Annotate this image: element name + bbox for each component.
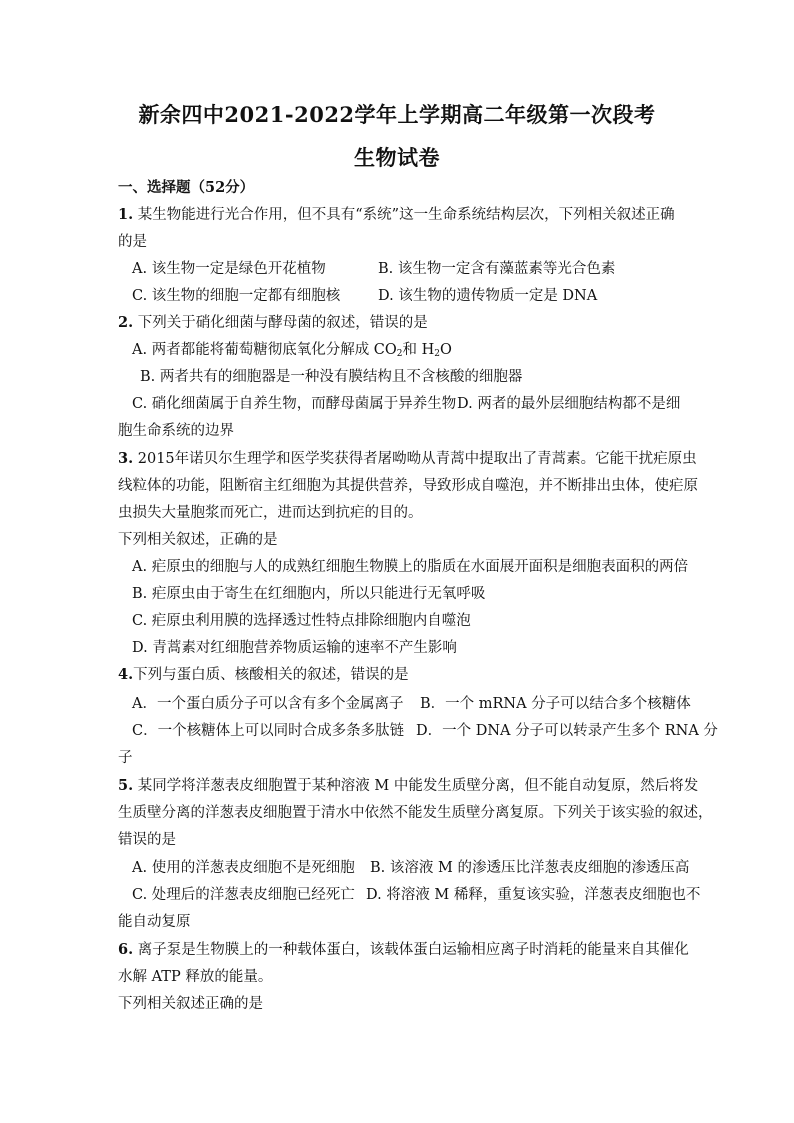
q3-stem [118,449,697,469]
q1-option-b: B. 该生物一定含有藻蓝素等光合色素 [378,261,616,277]
q1-stem [118,205,675,225]
exam-subtitle: 生物试卷 [354,145,440,170]
q3-option-a: A. 疟原虫的细胞与人的成熟红细胞生物膜上的脂质在水面展开面积是细胞表面积的两倍 [132,559,689,575]
q1-option-a: A. 该生物一定是绿色开花植物 [132,261,326,277]
q1-number: 1. [118,206,134,223]
q2-option-c: C. 硝化细菌属于自养生物，而酵母菌属于异养生物 [132,396,457,412]
q2-option-a-post: O [440,342,452,358]
section-heading: 一、选择题（52分） [118,179,255,196]
q4-option-c: C．一个核糖体上可以同时合成多条多肽链 [132,723,405,739]
q2-option-a-mid: 和 H [402,342,435,358]
q4-option-d-b: 子 [118,750,133,766]
q5-stem [118,776,698,796]
q5-stem-text-c: 错误的是 [118,832,176,848]
q4-option-a: A．一个蛋白质分子可以含有多个金属离子 [132,696,404,712]
q4-number: 4. [118,666,134,683]
q3-option-c: C. 疟原虫利用膜的选择透过性特点排除细胞内自噬泡 [132,613,471,629]
q1-option-c: C. 该生物的细胞一定都有细胞核 [132,288,341,304]
q5-option-c: C. 处理后的洋葱表皮细胞已经死亡 [132,887,355,903]
q2-stem [118,313,428,333]
co2-subscript: 2 [396,349,403,359]
q6-stem [118,940,689,960]
q4-option-d-a: D．一个 DNA 分子可以转录产生多个 RNA 分 [416,723,718,739]
q2-option-a [132,340,452,364]
q5-option-a: A. 使用的洋葱表皮细胞不是死细胞 [132,860,355,876]
q5-number: 5. [118,777,134,794]
q3-stem-text-d: 下列相关叙述，正确的是 [118,532,278,548]
q3-stem-text-a: 2015年诺贝尔生理学和医学奖获得者屠呦呦从青蒿中提取出了青蒿素。它能干扰疟原虫 [137,451,697,467]
q6-stem-text-c: 下列相关叙述正确的是 [118,996,263,1012]
q1-stem-text-a: 某生物能进行光合作用，但不具有“系统”这一生命系统结构层次，下列相关叙述正确 [137,207,675,223]
q6-number: 6. [118,941,134,958]
q2-stem-text: 下列关于硝化细菌与酵母菌的叙述，错误的是 [137,315,428,331]
q1-stem-text-b: 的是 [118,234,147,250]
q4-stem-text: 下列与蛋白质、核酸相关的叙述，错误的是 [133,667,409,683]
q4-option-b: B．一个 mRNA 分子可以结合多个核糖体 [420,696,691,712]
h2o-subscript: 2 [434,349,441,359]
q5-option-d-b: 能自动复原 [118,914,191,930]
exam-title: 新余四中2021-2022学年上学期高二年级第一次段考 [138,102,656,127]
q3-stem-text-c: 虫损失大量胞浆而死亡，进而达到抗疟的目的。 [118,505,423,521]
q2-option-a-pre: A. 两者都能将葡萄糖彻底氧化分解成 CO [132,342,397,358]
q3-stem-text-b: 线粒体的功能，阻断宿主红细胞为其提供营养，导致形成自噬泡，并不断排出虫体，使疟原 [118,478,698,494]
q6-stem-text-a: 离子泵是生物膜上的一种载体蛋白，该载体蛋白运输相应离子时消耗的能量来自其催化 [137,942,689,958]
q6-stem-text-b: 水解 ATP 释放的能量。 [118,969,273,985]
q2-number: 2. [118,314,134,331]
q1-option-d: D. 该生物的遗传物质一定是 DNA [378,288,598,304]
q4-stem [118,665,409,685]
q5-option-d-a: D. 将溶液 M 稀释，重复该实验，洋葱表皮细胞也不 [366,887,701,903]
q2-option-d-b: 胞生命系统的边界 [118,423,234,439]
q5-stem-text-b: 生质壁分离的洋葱表皮细胞置于清水中依然不能发生质壁分离复原。下列关于该实验的叙述， [118,805,713,821]
q2-option-b: B. 两者共有的细胞器是一种没有膜结构且不含核酸的细胞器 [140,369,523,385]
q2-option-d-a: D. 两者的最外层细胞结构都不是细 [457,396,681,412]
q5-stem-text-a: 某同学将洋葱表皮细胞置于某种溶液 M 中能发生质壁分离，但不能自动复原，然后将发 [137,778,699,794]
q3-option-d: D. 青蒿素对红细胞营养物质运输的速率不产生影响 [132,640,457,656]
q3-number: 3. [118,450,134,467]
q3-option-b: B. 疟原虫由于寄生在红细胞内，所以只能进行无氧呼吸 [132,586,486,602]
q5-option-b: B. 该溶液 M 的渗透压比洋葱表皮细胞的渗透压高 [370,860,690,876]
